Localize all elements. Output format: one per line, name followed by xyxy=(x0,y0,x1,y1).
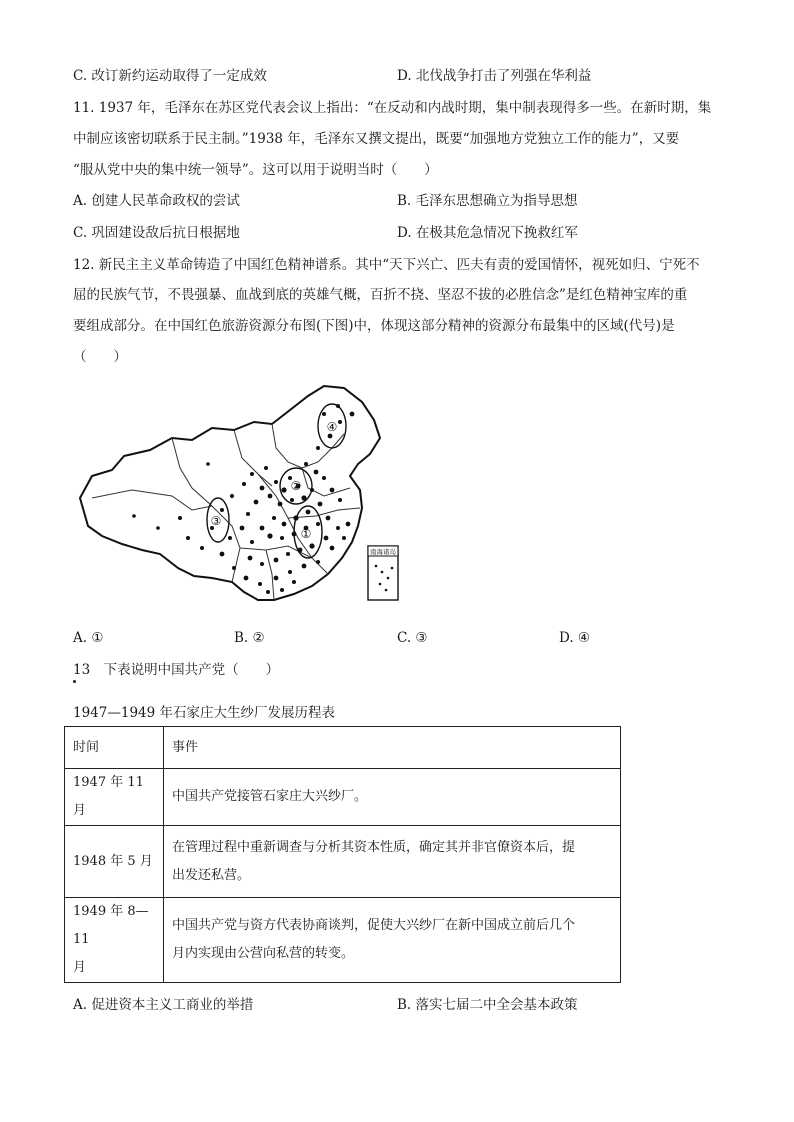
row-event-line: 在管理过程中重新调查与分析其资本性质，确定其并非官僚资本后，提 xyxy=(172,839,576,855)
q11-option-d: D. 在极其危急情况下挽救红军 xyxy=(397,225,578,241)
q12-option-a: A. ① xyxy=(73,630,104,646)
q10-option-d: D. 北伐战争打击了列强在华利益 xyxy=(397,68,592,84)
header-time: 时间 xyxy=(65,727,164,769)
q11-option-c: C. 巩固建设敌后抗日根据地 xyxy=(73,225,240,241)
q12-option-d: D. ④ xyxy=(559,630,591,646)
row-event xyxy=(164,826,621,898)
q12-stem-line-2: 屈的民族气节，不畏强暴、血战到底的英雄气概，百折不挠、坚忍不拔的必胜信念”是红色精神宝库的重 xyxy=(73,287,688,303)
china-map-drawing xyxy=(62,378,410,612)
row-event-line: 中国共产党与资方代表协商谈判，促使大兴纱厂在新中国成立前后几个 xyxy=(172,918,576,933)
row-time: 1947 年 11 月 xyxy=(65,769,164,826)
row-time xyxy=(65,898,164,983)
q11-option-b: B. 毛泽东思想确立为指导思想 xyxy=(397,193,578,209)
row-time-line: 1949 年 8—11 xyxy=(73,904,149,947)
q13-stem: 13 下表说明中国共产党（ ） xyxy=(73,662,280,678)
table-row xyxy=(65,898,621,983)
table-caption: 1947—1949 年石家庄大生纱厂发展历程表 xyxy=(73,705,336,721)
inset-label: 南海诸岛 xyxy=(370,548,396,556)
table-row xyxy=(65,769,621,826)
q12-option-b: B. ② xyxy=(234,630,265,646)
q11-stem-line-2: 中制应该密切联系于民主制。”1938 年，毛泽东又撰文提出，既要“加强地方党独立工作的能力”，又要 xyxy=(73,131,680,147)
q12-option-c: C. ③ xyxy=(397,630,428,646)
south-sea-inset xyxy=(368,546,398,600)
stray-dot xyxy=(73,680,76,683)
table-header-row xyxy=(65,727,621,769)
row-event-line: 月内实现由公营向私营的转变。 xyxy=(172,946,355,961)
history-table xyxy=(64,726,621,983)
q13-option-b: B. 落实七届二中全会基本政策 xyxy=(397,997,578,1013)
q11-option-a: A. 创建人民革命政权的尝试 xyxy=(73,193,240,209)
map-label-4: ④ xyxy=(326,420,338,434)
map-label-1: ① xyxy=(300,527,312,541)
map-label-2: ② xyxy=(290,479,302,493)
header-event: 事件 xyxy=(164,727,621,769)
q11-stem-line-1: 11. 1937 年，毛泽东在苏区党代表会议上指出：“在反动和内战时期，集中制表现得多一些。在新时期，集 xyxy=(73,100,712,116)
row-time: 1948 年 5 月 xyxy=(65,826,164,898)
q12-stem-line-4: （ ） xyxy=(73,349,127,365)
row-event-line: 出发还私营。 xyxy=(172,867,251,883)
q13-option-a: A. 促进资本主义工商业的举措 xyxy=(73,997,254,1013)
row-event xyxy=(164,898,621,983)
row-event: 中国共产党接管石家庄大兴纱厂。 xyxy=(164,769,621,826)
table-row xyxy=(65,826,621,898)
q11-stem-line-3: “服从党中央的集中统一领导”。这可以用于说明当时（ ） xyxy=(73,162,438,178)
red-tourism-map xyxy=(62,378,410,612)
q12-stem-line-3: 要组成部分。在中国红色旅游资源分布图(下图)中，体现这部分精神的资源分布最集中的区域(代号)是 xyxy=(73,318,675,334)
q10-option-c: C. 改订新约运动取得了一定成效 xyxy=(73,68,267,84)
q12-stem-line-1: 12. 新民主主义革命铸造了中国红色精神谱系。其中“天下兴亡、匹夫有责的爱国情怀，视死如归、宁死不 xyxy=(73,257,700,273)
map-label-3: ③ xyxy=(210,514,222,528)
row-time-line: 月 xyxy=(73,960,87,975)
